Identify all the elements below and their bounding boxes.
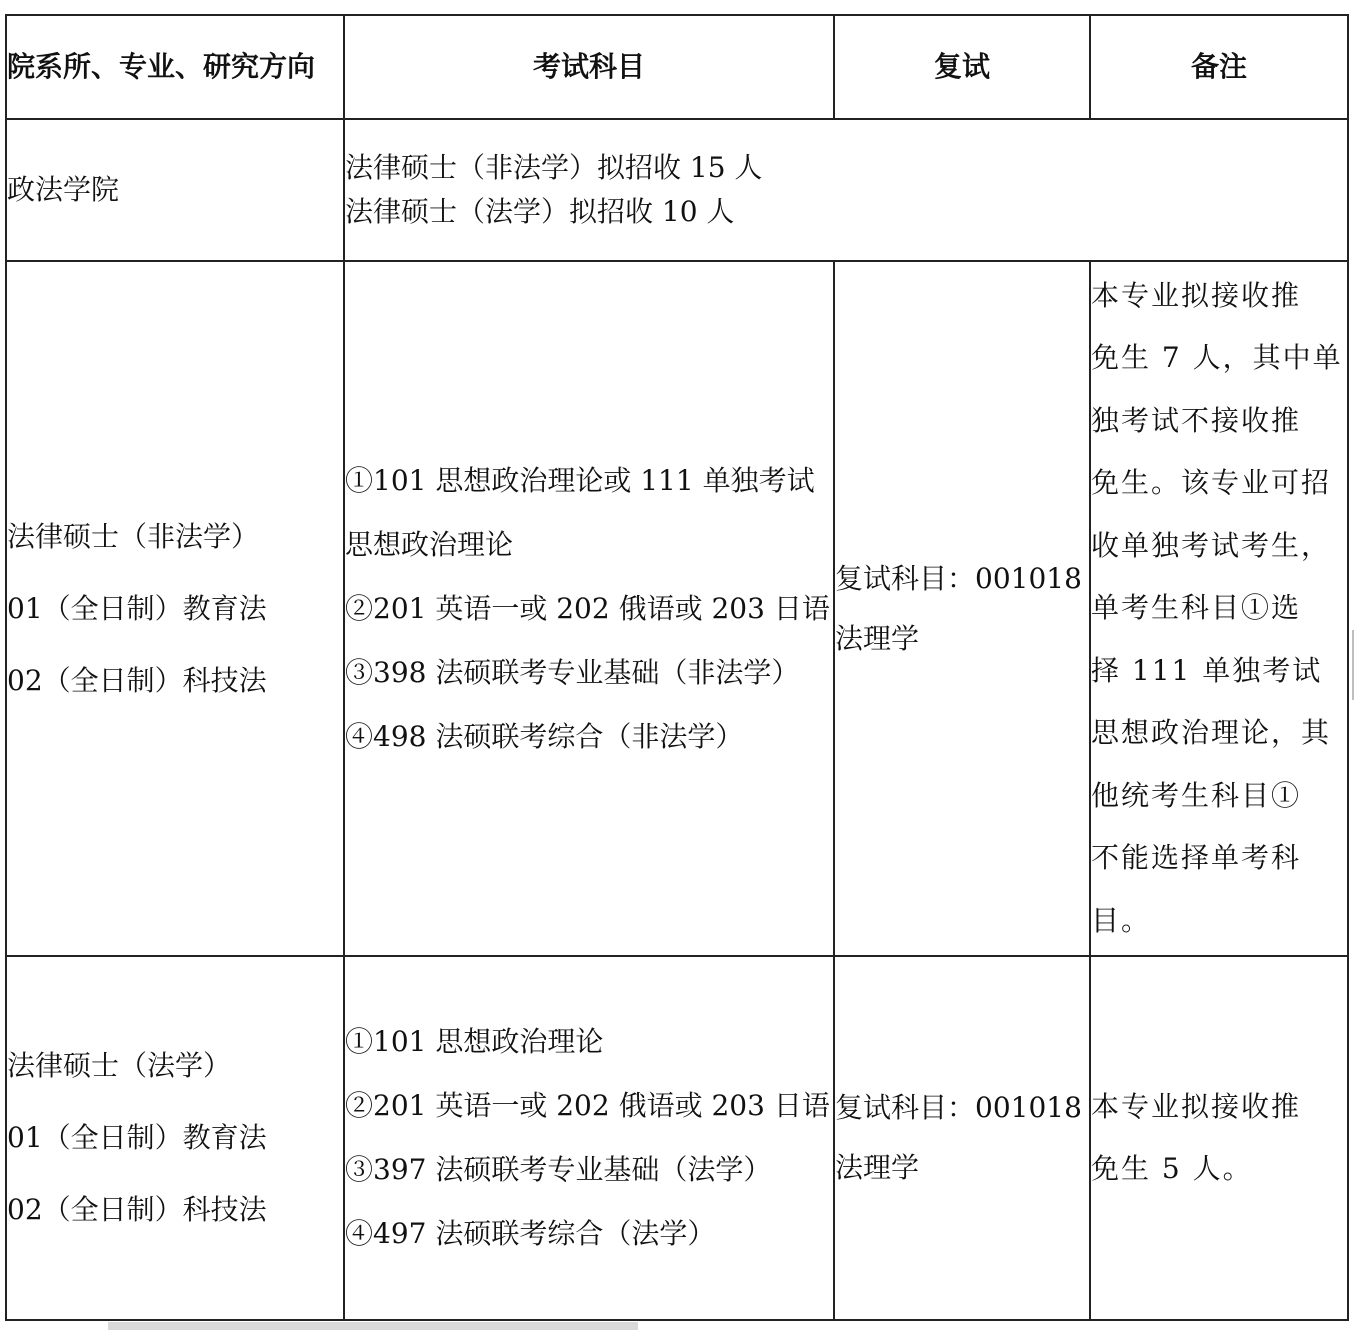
retest-line: 复试科目：001018 — [835, 561, 1082, 595]
subject-line: ③397 法硕联考专业基础（法学） — [345, 1153, 772, 1186]
major-cell — [6, 261, 344, 956]
note-line: 单考生科目①选 — [1091, 591, 1302, 625]
major-line: 法律硕士（法学） — [7, 1049, 232, 1082]
header-department: 院系所、专业、研究方向 — [6, 15, 344, 119]
major-line: 法律硕士（非法学） — [7, 519, 260, 553]
note-cell — [1090, 956, 1348, 1320]
note-line: 免生 5 人。 — [1091, 1152, 1253, 1185]
subject-line: ④498 法硕联考综合（非法学） — [345, 719, 744, 753]
retest-line: 法理学 — [835, 621, 920, 655]
retest-line: 法理学 — [835, 1151, 920, 1184]
major-cell — [6, 956, 344, 1320]
exam-subjects-cell — [344, 956, 834, 1320]
note-line: 本专业拟接收推 — [1091, 1089, 1302, 1123]
note-line: 独考试不接收推 — [1091, 403, 1302, 437]
quota-line: 法律硕士（法学）拟招收 10 人 — [345, 195, 735, 228]
program-row — [6, 956, 1348, 1320]
quota-line: 法律硕士（非法学）拟招收 15 人 — [345, 150, 763, 184]
subject-line: ②201 英语一或 202 俄语或 203 日语 — [345, 591, 830, 625]
college-name: 政法学院 — [6, 119, 344, 261]
major-line: 01（全日制）教育法 — [7, 1121, 267, 1154]
retest-cell — [834, 956, 1090, 1320]
major-line: 01（全日制）教育法 — [7, 591, 267, 625]
subject-line: ④497 法硕联考综合（法学） — [345, 1217, 716, 1250]
page-edge-mark — [1352, 630, 1354, 700]
major-line: 02（全日制）科技法 — [7, 1193, 267, 1226]
note-line: 免生。该专业可招 — [1091, 466, 1332, 500]
major-line: 02（全日制）科技法 — [7, 663, 267, 697]
subject-line: 思想政治理论 — [345, 527, 514, 561]
header-row — [6, 15, 1348, 119]
header-exam-subjects: 考试科目 — [344, 15, 834, 119]
note-line: 免生 7 人，其中单 — [1091, 341, 1343, 375]
header-note: 备注 — [1090, 15, 1348, 119]
note-line: 思想政治理论，其 — [1091, 716, 1332, 750]
note-line: 收单独考试考生， — [1091, 528, 1332, 562]
program-row — [6, 261, 1348, 956]
exam-subjects-cell — [344, 261, 834, 956]
admission-table — [5, 14, 1349, 1321]
note-line: 本专业拟接收推 — [1091, 278, 1302, 312]
page-bottom-shadow — [108, 1322, 638, 1330]
subject-line: ②201 英语一或 202 俄语或 203 日语 — [345, 1089, 830, 1122]
note-cell — [1090, 261, 1348, 956]
retest-line: 复试科目：001018 — [835, 1091, 1082, 1124]
header-retest: 复试 — [834, 15, 1090, 119]
subject-line: ①101 思想政治理论或 111 单独考试 — [345, 463, 815, 497]
subject-line: ①101 思想政治理论 — [345, 1025, 604, 1058]
college-quota — [344, 119, 1348, 261]
note-line: 择 111 单独考试 — [1091, 653, 1323, 687]
note-line: 他统考生科目① — [1091, 778, 1302, 812]
note-line: 不能选择单考科 — [1091, 841, 1302, 875]
subject-line: ③398 法硕联考专业基础（非法学） — [345, 655, 800, 689]
college-row — [6, 119, 1348, 261]
note-line: 目。 — [1091, 903, 1152, 937]
retest-cell — [834, 261, 1090, 956]
